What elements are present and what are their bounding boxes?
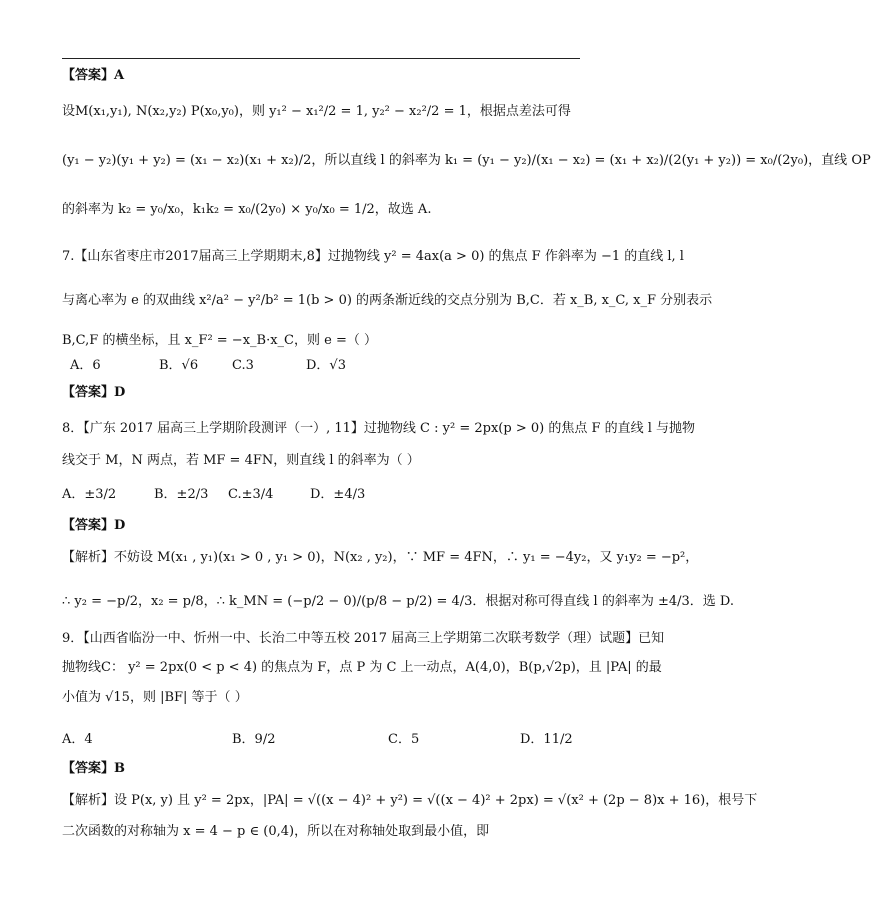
answer-b: 【答案】B [62,761,125,776]
q7-line2: 与离心率为 e 的双曲线 x²/a² − y²/b² = 1(b > 0) 的两条渐近线的交点分别为 B,C．若 x_B, x_C, x_F 分别表示 [62,293,713,308]
q9-option-a: A．4 [62,732,93,747]
q7-line1: 7.【山东省枣庄市2017届高三上学期期末,8】过抛物线 y² = 4ax(a > 0) 的焦点 F 作斜率为 −1 的直线 l, l [62,249,684,264]
q9-line2: 抛物线C： y² = 2px(0 < p < 4) 的焦点为 F，点 P 为 C 上一动点，A(4,0)，B(p,√2p)，且 |PA| 的最 [62,660,662,675]
answer-d-2: 【答案】D [62,518,126,533]
analysis3-line2: 二次函数的对称轴为 x = 4 − p ∈ (0,4)，所以在对称轴处取到最小值，即 [62,824,490,839]
q9-option-b: B．9/2 [232,732,276,747]
analysis3-line1: 【解析】设 P(x, y) 且 y² = 2px，|PA| = √((x − 4)² + y²) = √((x − 4)² + 2px) = √(x² + (2p − 8)x + 16)，根号下 [62,793,758,808]
q8-option-d: D．±4/3 [310,487,366,502]
q7-option-a: A．6 [70,358,101,373]
q7-option-d: D．√3 [306,358,346,373]
q7-option-b: B．√6 [159,358,199,373]
q8-option-a: A．±3/2 [62,487,117,502]
q7-option-c: C.3 [232,358,254,373]
q9-option-c: C．5 [388,732,420,747]
top-rule [62,58,580,59]
answer-a: 【答案】A [62,68,125,83]
analysis2-line2: ∴ y₂ = −p/2，x₂ = p/8，∴ k_MN = (−p/2 − 0)/(p/8 − p/2) = 4/3．根据对称可得直线 l 的斜率为 ±4/3．选 D. [62,594,735,609]
q8-line1: 8．【广东 2017 届高三上学期阶段测评（一）, 11】过抛物线 C : y² = 2px(p > 0) 的焦点 F 的直线 l 与抛物 [62,421,696,436]
q9-line3: 小值为 √15，则 |BF| 等于（ ） [62,690,248,705]
analysis1-line3: 的斜率为 k₂ = y₀/x₀，k₁k₂ = x₀/(2y₀) × y₀/x₀ = 1/2，故选 A. [62,202,432,217]
q8-option-c: C.±3/4 [228,487,274,502]
q8-line2: 线交于 M，N 两点，若 MF = 4FN，则直线 l 的斜率为（ ） [62,453,420,468]
q9-line1: 9．【山西省临汾一中、忻州一中、长治二中等五校 2017 届高三上学期第二次联考数学（理）试题】已知 [62,631,665,646]
q7-line3: B,C,F 的横坐标，且 x_F² = −x_B·x_C，则 e =（ ） [62,333,377,348]
analysis1-line1: 设M(x₁,y₁), N(x₂,y₂) P(x₀,y₀)，则 y₁² − x₁²/2 = 1, y₂² − x₂²/2 = 1，根据点差法可得 [62,104,571,119]
q9-option-d: D．11/2 [520,732,573,747]
answer-d-1: 【答案】D [62,385,126,400]
q8-option-b: B．±2/3 [154,487,209,502]
analysis2-line1: 【解析】不妨设 M(x₁ , y₁)(x₁ > 0 , y₁ > 0)，N(x₂ , y₂)，∵ MF = 4FN，∴ y₁ = −4y₂，又 y₁y₂ = −p²， [62,550,699,565]
analysis1-line2: (y₁ − y₂)(y₁ + y₂) = (x₁ − x₂)(x₁ + x₂)/2，所以直线 l 的斜率为 k₁ = (y₁ − y₂)/(x₁ − x₂) = (x₁ + x₂)/(2(y₁ + y₂)) = x₀/(2y₀)，直线 OP [62,153,871,168]
